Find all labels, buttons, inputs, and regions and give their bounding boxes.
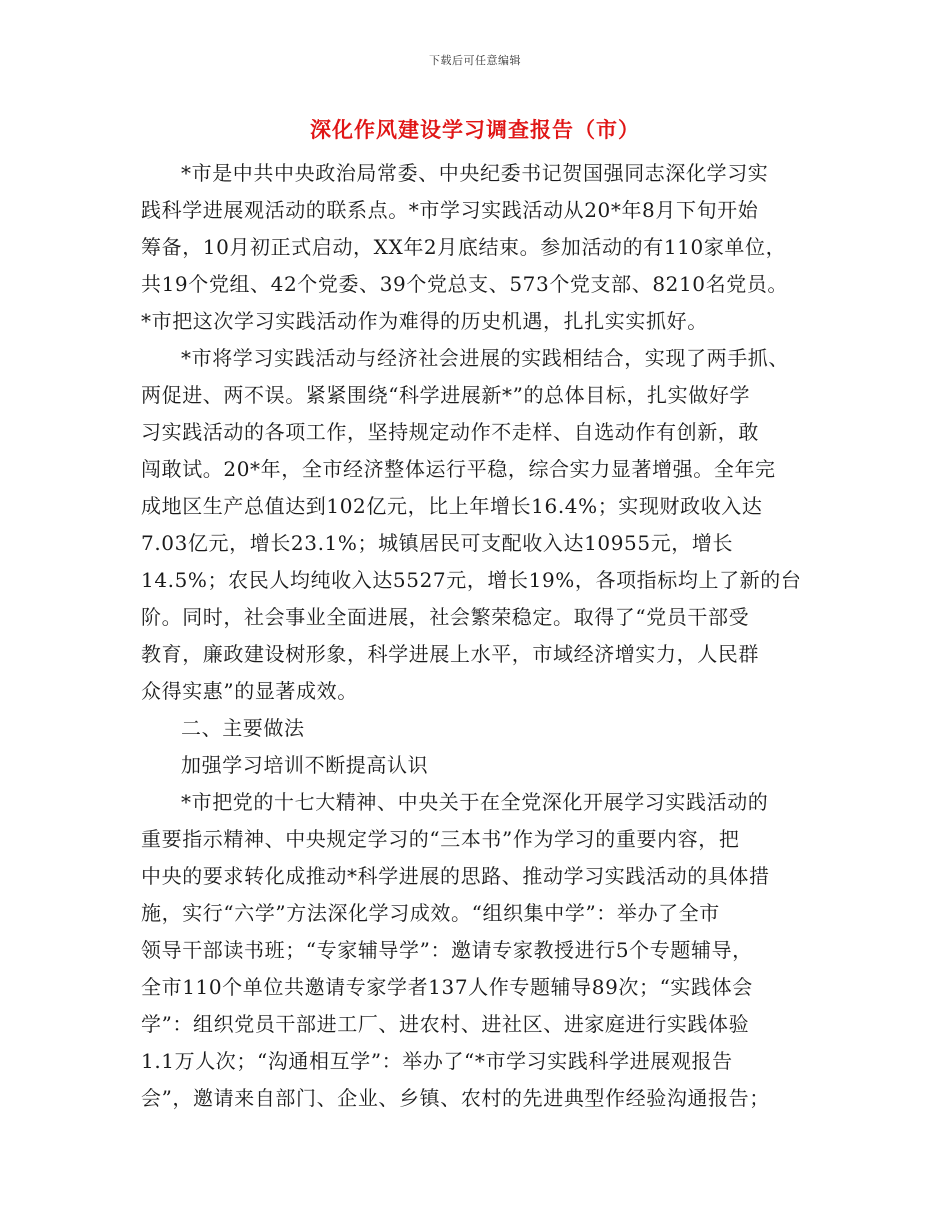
text-line: 施，实行“六学”方法深化学习成效。“组织集中学”：举办了全市 — [141, 901, 720, 925]
text-line: 闯敢试。20*年，全市经济整体运行平稳，综合实力显著增强。全年完 — [141, 457, 776, 481]
text-line: 共19个党组、42个党委、39个党总支、573个党支部、8210名党员。 — [141, 272, 789, 296]
text-line: *市把这次学习实践活动作为难得的历史机遇，扎扎实实抓好。 — [141, 309, 708, 333]
text-line: 二、主要做法 — [181, 716, 305, 740]
text-line: *市将学习实践活动与经济社会进展的实践相结合，实现了两手抓、 — [181, 346, 789, 370]
text-line: 1.1万人次；“沟通相互学”：举办了“*市学习实践科学进展观报告 — [141, 1049, 733, 1073]
header-note: 下载后可任意编辑 — [429, 54, 521, 67]
text-line: 全市110个单位共邀请专家学者137人作专题辅导89次；“实践体会 — [141, 975, 753, 999]
text-line: 学”：组织党员干部进工厂、进农村、进社区、进家庭进行实践体验 — [141, 1012, 750, 1036]
text-line: 阶。同时，社会事业全面进展，社会繁荣稳定。取得了“党员干部受 — [141, 605, 750, 629]
text-line: *市把党的十七大精神、中央关于在全党深化开展学习实践活动的 — [181, 790, 769, 814]
text-line: *市是中共中央政治局常委、中央纪委书记贺国强同志深化学习实 — [181, 161, 769, 185]
text-line: 筹备，10月初正式启动，XX年2月底结束。参加活动的有110家单位， — [141, 235, 787, 259]
text-line: 7.03亿元，增长23.1%；城镇居民可支配收入达10955元，增长 — [141, 531, 734, 555]
text-line: 中央的要求转化成推动*科学进展的思路、推动学习实践活动的具体措 — [141, 864, 770, 888]
text-line: 两促进、两不误。紧紧围绕“科学进展新*”的总体目标，扎实做好学 — [141, 383, 751, 407]
text-line: 教育，廉政建设树形象，科学进展上水平，市域经济增实力，人民群 — [141, 642, 759, 666]
document-title: 深化作风建设学习调查报告（市） — [310, 117, 640, 142]
text-line: 众得实惠”的显著成效。 — [141, 679, 358, 703]
text-line: 加强学习培训不断提高认识 — [181, 753, 429, 777]
text-line: 成地区生产总值达到102亿元，比上年增长16.4%；实现财政收入达 — [141, 494, 763, 518]
text-line: 领导干部读书班；“专家辅导学”：邀请专家教授进行5个专题辅导， — [141, 938, 753, 962]
text-line: 践科学进展观活动的联系点。*市学习实践活动从20*年8月下旬开始 — [141, 198, 759, 222]
text-line: 14.5%；农民人均纯收入达5527元，增长19%，各项指标均上了新的台 — [141, 568, 802, 592]
document-body — [141, 155, 813, 1117]
text-line: 会”，邀请来自部门、企业、乡镇、农村的先进典型作经验沟通报告； — [141, 1086, 770, 1110]
text-line: 重要指示精神、中央规定学习的“三本书”作为学习的重要内容，把 — [141, 827, 740, 851]
text-line: 习实践活动的各项工作，坚持规定动作不走样、自选动作有创新，敢 — [141, 420, 759, 444]
